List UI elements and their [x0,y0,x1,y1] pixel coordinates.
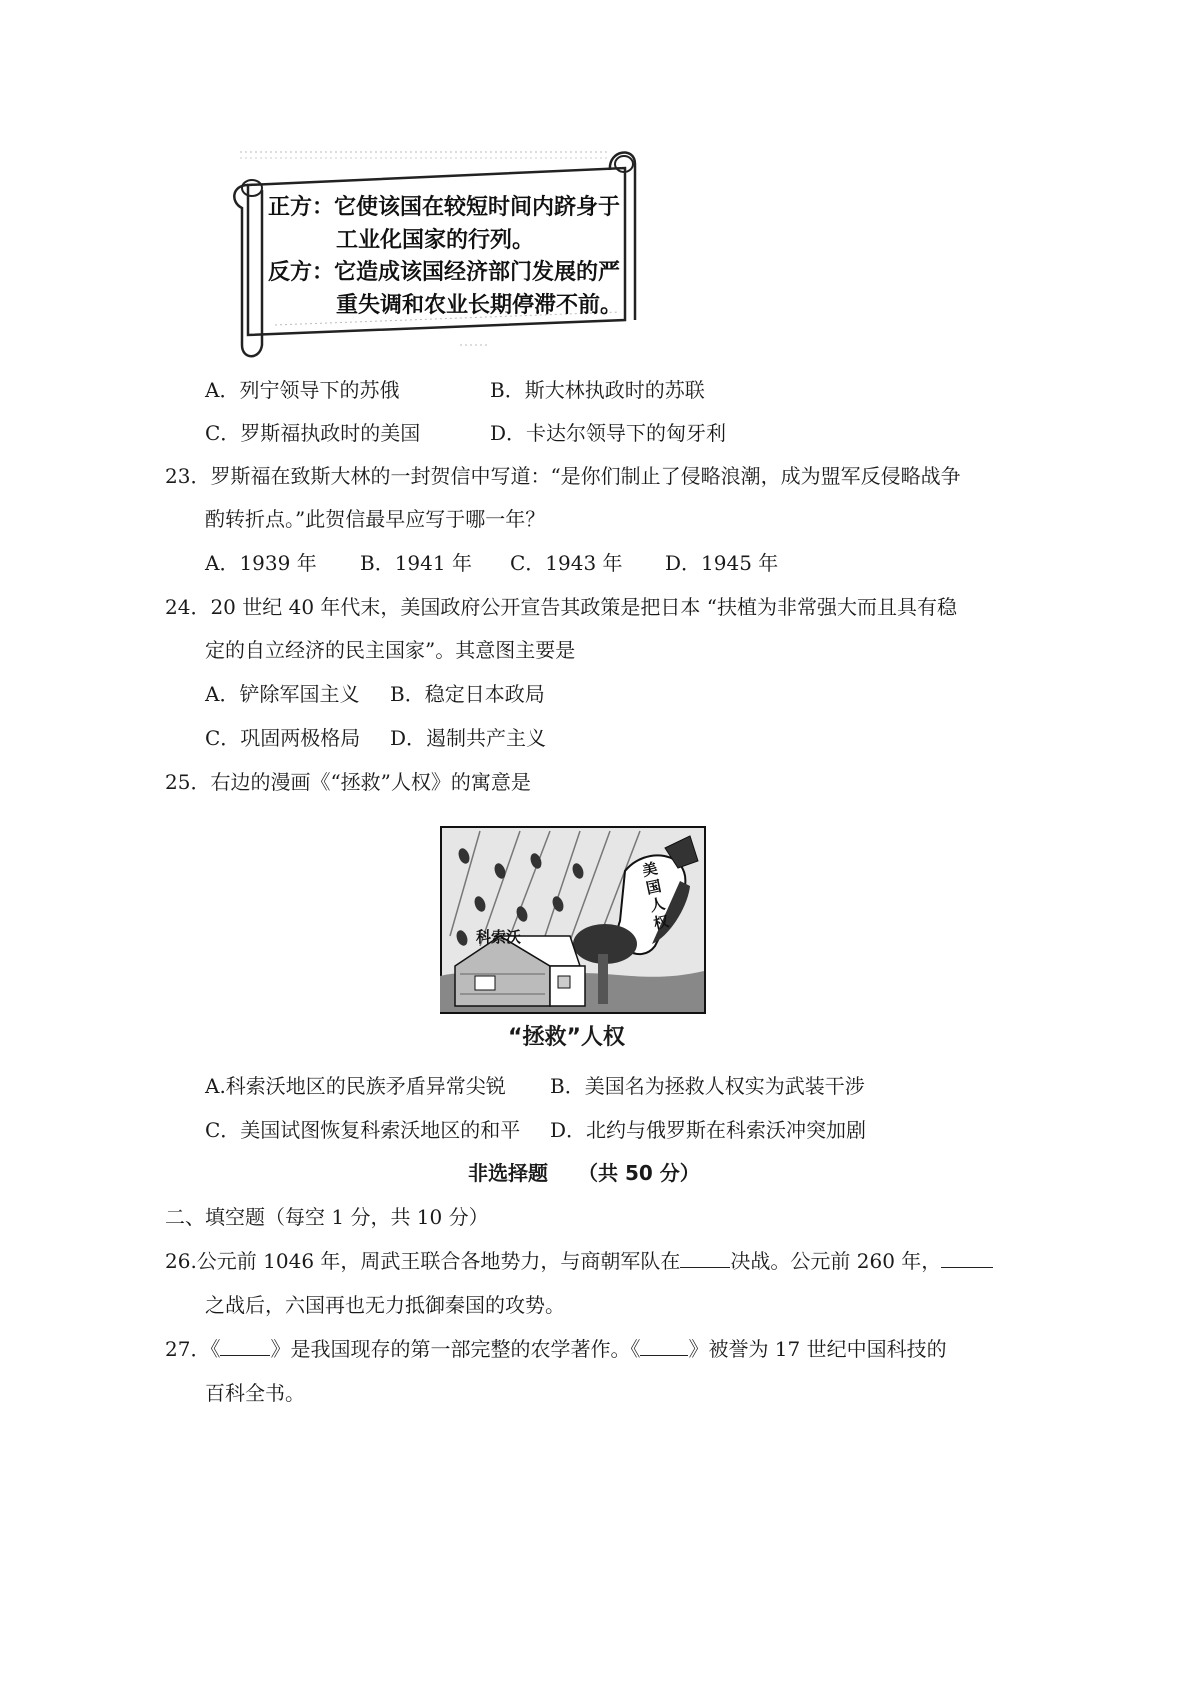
q26-text-line-1 [165,1251,993,1271]
q26-blank-2[interactable] [941,1251,993,1268]
q23-option-b: B．1941 年 [360,551,472,575]
q22-option-c: C．罗斯福执政时的美国 [205,421,421,445]
q27-text-part-c: 》被誉为 17 世纪中国科技的 [688,1337,947,1361]
q25-option-d: D．北约与俄罗斯在科索沃冲突加剧 [550,1118,867,1142]
cartoon-place-label: 科索沃 [476,928,522,946]
q26-text-line-2: 之战后，六国再也无力抵御秦国的攻势。 [205,1293,565,1317]
section-title: 非选择题 （共 50 分） [468,1161,700,1185]
q23-option-a: A．1939 年 [205,551,317,575]
q26-text-part-a: 26.公元前 1046 年，周武王联合各地势力，与商朝军队在 [165,1249,681,1273]
q24-option-c: C．巩固两极格局 [205,726,361,750]
scroll-illustration [230,140,650,370]
q25-option-a: A.科索沃地区的民族矛盾异常尖锐 [205,1074,506,1098]
q24-text-line-1: 24．20 世纪 40 年代末，美国政府公开宣告其政策是把日本 “扶植为非常强大而且具有稳 [165,595,958,619]
q24-option-b: B．稳定日本政局 [390,682,545,706]
q22-option-b: B．斯大林执政时的苏联 [490,378,705,402]
q26-text-part-b: 决战。公元前 260 年， [730,1249,942,1273]
cartoon-caption: “拯救”人权 [508,1025,625,1050]
q24-option-a: A．铲除军国主义 [205,682,360,706]
scroll-line-4: 重失调和农业长期停滞不前。 [336,293,623,318]
q27-text-part-a: 27．《 [165,1337,221,1361]
q23-text-line-1: 23．罗斯福在致斯大林的一封贺信中写道：“是你们制止了侵略浪潮，成为盟军反侵略战争 [165,464,961,488]
q25-option-b: B．美国名为拯救人权实为武装干涉 [550,1074,865,1098]
scroll-line-2: 工业化国家的行列。 [336,228,535,253]
q27-text-line-2: 百科全书。 [205,1381,305,1405]
q25-text-line-1: 25．右边的漫画《“拯救”人权》的寓意是 [165,770,531,794]
scroll-line-1: 正方：它使该国在较短时间内跻身于 [268,195,621,220]
fill-in-title: 二、填空题（每空 1 分，共 10 分） [165,1205,489,1229]
q27-blank-1[interactable] [220,1339,270,1356]
q24-option-d: D．遏制共产主义 [390,726,547,750]
q23-text-line-2: 酌转折点。”此贺信最早应写于哪一年？ [205,507,546,531]
q23-option-d: D．1945 年 [665,551,779,575]
q22-option-a: A．列宁领导下的苏俄 [205,378,400,402]
scroll-line-3: 反方：它造成该国经济部门发展的严 [268,260,621,285]
q26-blank-1[interactable] [680,1251,730,1268]
q25-option-c: C．美国试图恢复科索沃地区的和平 [205,1118,521,1142]
q24-text-line-2: 定的自立经济的民主国家”。其意图主要是 [205,638,576,662]
q27-text-line-1 [165,1339,947,1359]
q23-option-c: C．1943 年 [510,551,623,575]
q27-text-part-b: 》是我国现存的第一部完整的农学著作。《 [270,1337,641,1361]
q22-option-d: D．卡达尔领导下的匈牙利 [490,421,727,445]
cartoon-bomb-label: 美国人权 [640,859,671,933]
q27-blank-2[interactable] [640,1339,688,1356]
